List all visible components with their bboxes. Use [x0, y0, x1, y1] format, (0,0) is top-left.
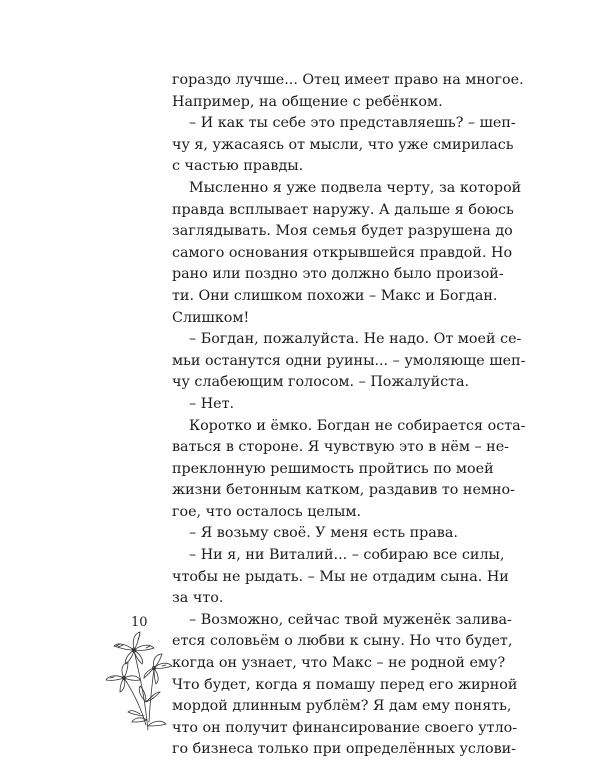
text-line: Что будет, когда я помашу перед его жирной	[172, 676, 518, 693]
text-line: с частью правды.	[172, 158, 304, 175]
text-line: Коротко и ёмко. Богдан не собирается оста-	[189, 417, 526, 434]
text-line: – Я возьму своё. У меня есть права.	[189, 525, 458, 542]
text-line: ваться в стороне. Я чувствую это в нём – не-	[172, 439, 509, 456]
page-number: 10	[131, 615, 148, 630]
text-line: – И как ты себе это представляешь? – шеп-	[189, 115, 516, 132]
text-line: – Ни я, ни Виталий... – собираю все силы,	[189, 547, 505, 564]
flower-sketch-icon	[104, 630, 174, 735]
text-line: преклонную решимость пройтись по моей	[172, 460, 494, 477]
text-line: – Богдан, пожалуйста. Не надо. От моей се-	[189, 331, 522, 348]
text-line: самого основания открывшейся правдой. Но	[172, 244, 513, 261]
text-line: – Возможно, сейчас твой муженёк залива-	[189, 611, 512, 628]
text-line: – Нет.	[189, 395, 235, 412]
text-line: чтобы не рыдать. – Мы не отдадим сына. Ни	[172, 568, 509, 585]
text-line: правда всплывает наружу. А дальше я боюсь	[172, 201, 514, 218]
text-line: Например, на общение с ребёнком.	[172, 93, 443, 110]
text-line: чу я, ужасаясь от мысли, что уже смирилась	[172, 136, 514, 153]
text-line: мьи останутся одни руины... – умоляюще шеп-	[172, 352, 526, 369]
text-line: Слишком!	[172, 309, 250, 326]
text-line: рано или поздно это должно было произой-	[172, 266, 504, 283]
text-line: мордой длинным рублём? Я дам ему понять,	[172, 698, 512, 715]
text-line: жизни бетонным катком, раздавив то немно-	[172, 482, 515, 499]
text-line: заглядывать. Моя семья будет разрушена до	[172, 223, 513, 240]
text-line: го бизнеса только при определённых услови-	[172, 741, 516, 758]
text-line: ти. Они слишком похожи – Макс и Богдан.	[172, 287, 498, 304]
text-line: Мысленно я уже подвела черту, за которой	[189, 179, 522, 196]
body-text	[172, 70, 526, 761]
text-line: гое, что осталось целым.	[172, 503, 362, 520]
text-line: гораздо лучше... Отец имеет право на многое.	[172, 72, 524, 88]
text-line: чу слабеющим голосом. – Пожалуйста.	[172, 374, 470, 391]
text-line: за что.	[172, 590, 224, 607]
text-line: что он получит финансирование своего утло-	[172, 719, 518, 736]
text-line: ется соловьём о любви к сыну. Но что будет,	[172, 633, 513, 650]
text-line: когда он узнает, что Макс – не родной ему?	[172, 655, 506, 672]
